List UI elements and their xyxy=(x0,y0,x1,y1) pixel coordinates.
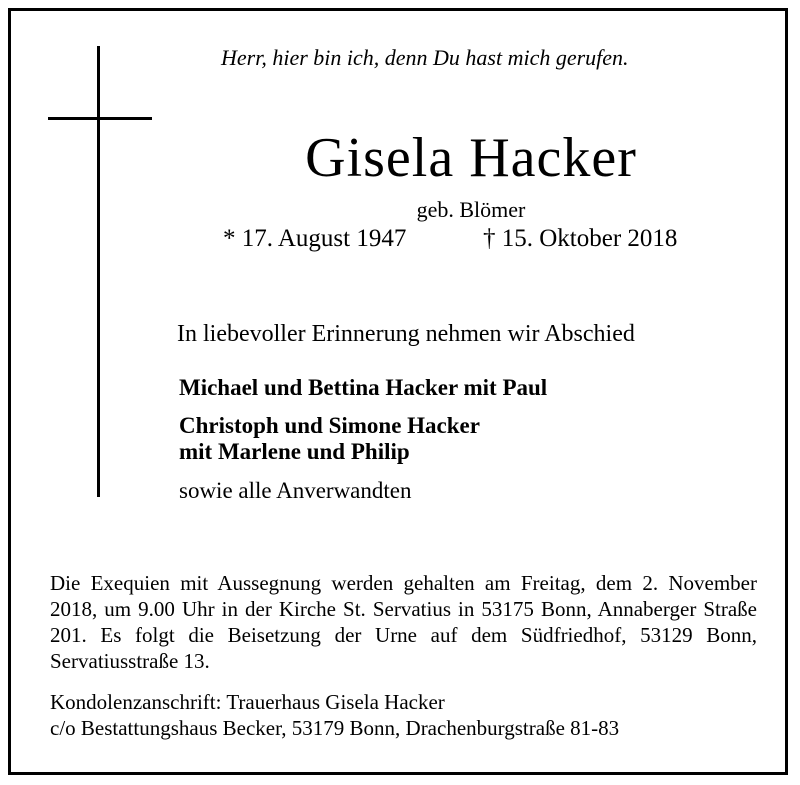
relatives-line: sowie alle Anverwandten xyxy=(179,478,412,503)
motto-quote: Herr, hier bin ich, denn Du hast mich gerufen. xyxy=(221,45,629,70)
funeral-details: Die Exequien mit Aussegnung werden gehalten am Freitag, dem 2. November 2018, um 9.00 Uhr in der Kirche St. Servatius in 53175 Bonn, Annaberger Straße 201. Es folgt die Beisetzung der Urne auf dem Südfriedhof, 53129 Bonn, Servatiusstraße 13. xyxy=(50,571,757,673)
death-date: † 15. Oktober 2018 xyxy=(483,225,678,252)
condolence-address-line: c/o Bestattungshaus Becker, 53179 Bonn, Drachenburgstraße 81-83 xyxy=(50,716,620,740)
farewell-intro: In liebevoller Erinnerung nehmen wir Abschied xyxy=(177,321,635,347)
family-line: Michael und Bettina Hacker mit Paul xyxy=(179,375,548,400)
obituary-notice xyxy=(8,8,788,775)
cross-icon-horizontal-bar xyxy=(48,117,152,120)
family-line: Christoph und Simone Hacker xyxy=(179,413,480,438)
cross-icon-vertical-bar xyxy=(97,46,100,497)
condolence-address-line: Kondolenzanschrift: Trauerhaus Gisela Hacker xyxy=(50,690,445,714)
family-line: mit Marlene und Philip xyxy=(179,439,410,464)
deceased-name: Gisela Hacker xyxy=(305,127,637,189)
birth-date: * 17. August 1947 xyxy=(223,225,407,252)
birth-name: geb. Blömer xyxy=(416,197,526,222)
